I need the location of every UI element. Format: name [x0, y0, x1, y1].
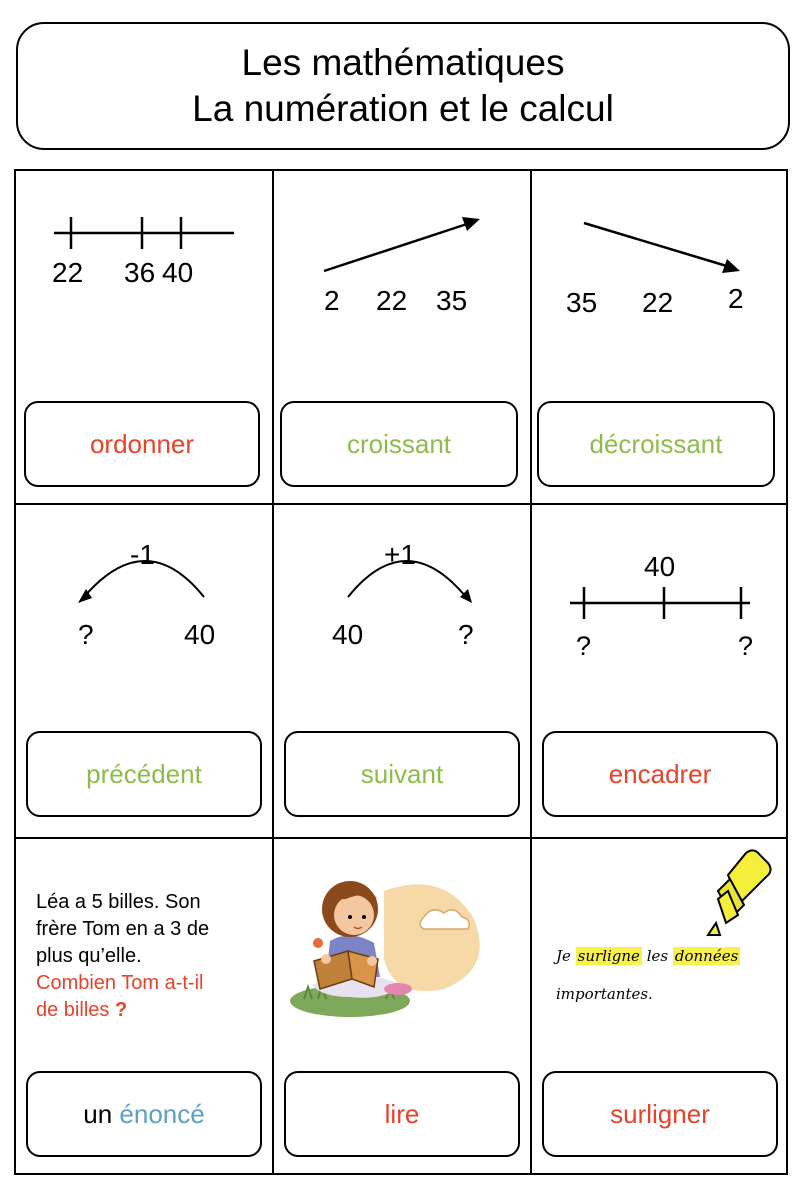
step-minus-one: -1 [130, 539, 155, 570]
number-line-icon [16, 171, 272, 271]
ascending-arrow-icon [274, 171, 530, 281]
highlighted-word: surligne [577, 947, 640, 965]
card-precedent [16, 505, 272, 837]
number-40: 40 [162, 257, 194, 288]
question-mark: ? [114, 999, 128, 1021]
card-ordonner [16, 171, 272, 503]
card-lire [274, 839, 530, 1175]
highlighted-word: données [674, 947, 739, 965]
label-enonce [26, 1071, 262, 1157]
label-suivant: suivant [284, 731, 520, 817]
reading-child-illustration [274, 839, 530, 1029]
label-precedent: précédent [26, 731, 262, 817]
vocabulary-grid [14, 169, 788, 1175]
label-lire: lire [284, 1071, 520, 1157]
label-enonce-word: énoncé [119, 1098, 205, 1129]
number-line-icon [532, 505, 788, 615]
label-encadrer: encadrer [542, 731, 778, 817]
number-40: 40 [332, 619, 364, 650]
label-croissant: croissant [280, 401, 518, 487]
number-22: 22 [376, 285, 408, 316]
curved-arrow-right-icon [274, 505, 530, 615]
hand-word: importantes. [556, 985, 653, 1003]
card-enonce [16, 839, 272, 1175]
descending-arrow-icon [532, 171, 788, 281]
unknown-number: ? [738, 631, 754, 661]
problem-question: Combien Tom a-t-il [36, 972, 204, 994]
number-35: 35 [566, 287, 598, 318]
number-22: 22 [642, 287, 674, 318]
card-encadrer [532, 505, 788, 837]
number-2: 2 [324, 285, 340, 316]
card-suivant [274, 505, 530, 837]
number-40: 40 [644, 551, 676, 582]
number-35: 35 [436, 285, 468, 316]
card-surligner [532, 839, 788, 1175]
title-line-1: Les mathématiques [241, 42, 565, 83]
problem-question [36, 997, 266, 1024]
step-plus-one: +1 [384, 539, 416, 570]
label-decroissant: décroissant [537, 401, 775, 487]
hand-word: Je [556, 947, 571, 965]
problem-question-end: de billes [36, 999, 110, 1021]
number-36: 36 [124, 257, 156, 288]
number-2: 2 [728, 283, 744, 314]
card-croissant [274, 171, 530, 503]
hand-word: les [646, 947, 669, 965]
title-line-2: La numération et le calcul [192, 88, 614, 129]
number-22: 22 [52, 257, 84, 288]
unknown-number: ? [458, 619, 474, 650]
problem-line: frère Tom en a 3 de [36, 918, 210, 940]
unknown-number: ? [78, 619, 94, 650]
unknown-number: ? [576, 631, 592, 661]
handwritten-sentence [556, 937, 782, 1013]
label-ordonner: ordonner [24, 401, 260, 487]
title-box [16, 22, 790, 150]
label-enonce-prefix: un [83, 1098, 113, 1129]
number-40: 40 [184, 619, 216, 650]
problem-line: plus qu’elle. [36, 945, 142, 967]
label-surligner: surligner [542, 1071, 778, 1157]
problem-line: Léa a 5 billes. Son [36, 891, 201, 913]
card-decroissant [532, 171, 788, 503]
curved-arrow-left-icon [16, 505, 272, 615]
word-problem [36, 889, 266, 1024]
